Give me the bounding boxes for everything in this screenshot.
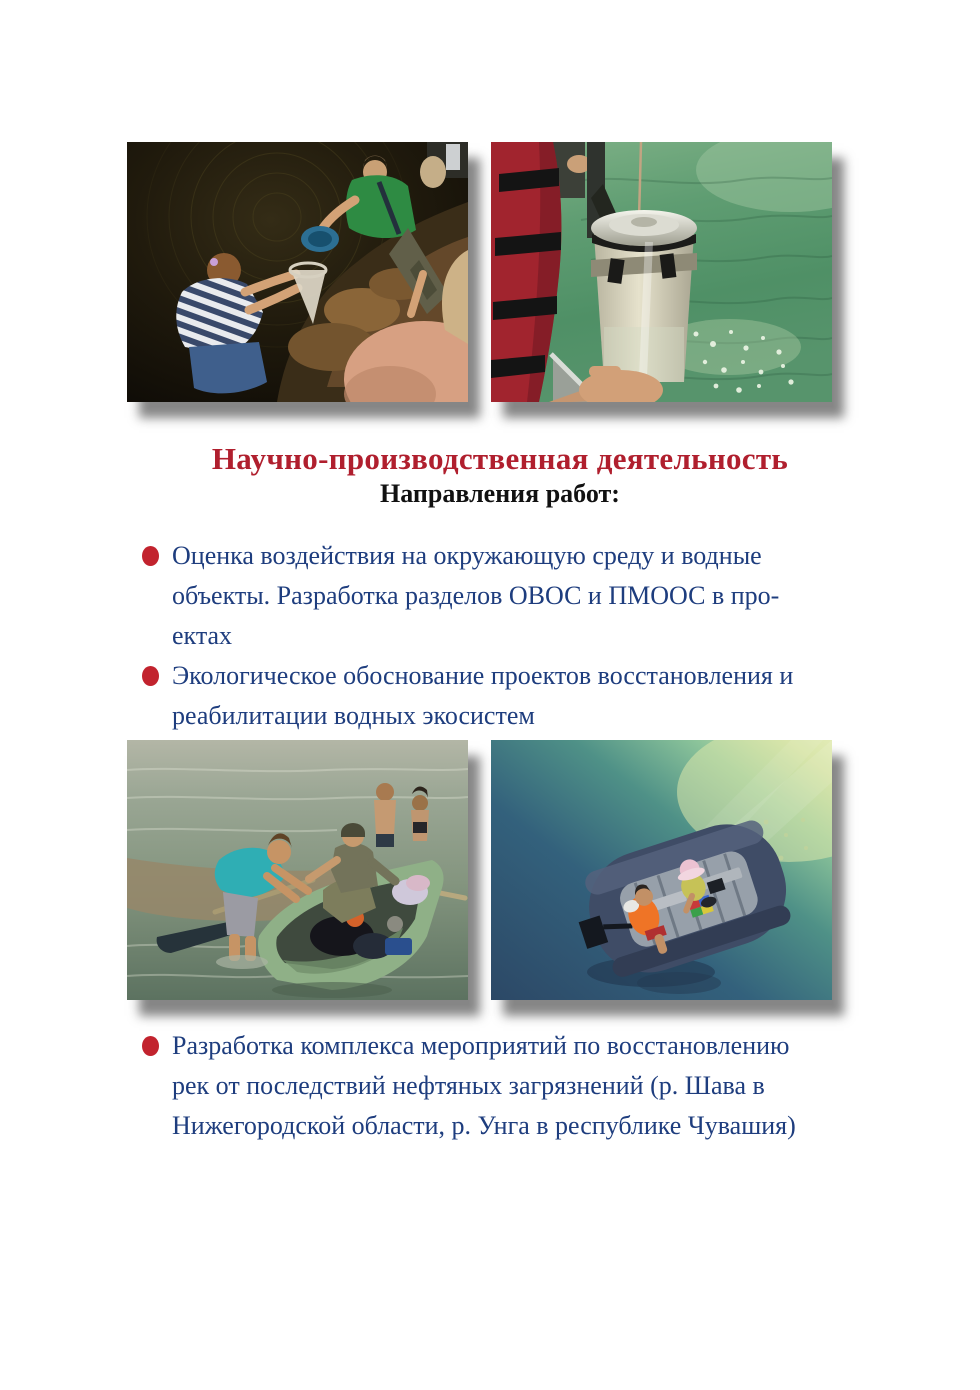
bullet-text [172, 656, 880, 736]
photo-inflatable-art [491, 740, 832, 1000]
bullet-line: Экологическое обоснование проектов восстановления и [172, 661, 794, 690]
bullet-line: ектах [172, 621, 233, 650]
bullet-item [140, 1026, 880, 1146]
photo-rowboat-loading [127, 740, 468, 1000]
bullet-list-top [140, 536, 880, 736]
photo-net-sampling-art [127, 142, 468, 402]
photo-net-sampling [127, 142, 468, 402]
bullet-line: Разработка комплекса мероприятий по восстановлению [172, 1031, 790, 1060]
page-subtitle: Направления работ: [380, 479, 620, 508]
bullet-item [140, 656, 880, 736]
bullet-text [172, 536, 880, 656]
bullet-text [172, 1026, 880, 1146]
bullet-line: Оценка воздействия на окружающую среду и водные [172, 541, 762, 570]
photo-inflatable-boat [491, 740, 832, 1000]
photo-bathometer [491, 142, 832, 402]
bullet-list-bottom [140, 1026, 880, 1146]
bullet-line: рек от последствий нефтяных загрязнений (р. Шава в [172, 1071, 765, 1100]
photo-rowboat-art [127, 740, 468, 1000]
bullet-line: реабилитации водных экосистем [172, 701, 535, 730]
bullet-marker-icon [142, 1036, 159, 1056]
bullet-marker-icon [142, 546, 159, 566]
bullet-marker-icon [142, 666, 159, 686]
page-title: Научно-производственная деятельность [211, 441, 789, 476]
bullet-line: Нижегородской области, р. Унга в республике Чувашия) [172, 1111, 796, 1140]
photo-bathometer-art [491, 142, 832, 402]
bullet-line: объекты. Разработка разделов ОВОС и ПМООС в про- [172, 581, 780, 610]
bullet-item [140, 536, 880, 656]
